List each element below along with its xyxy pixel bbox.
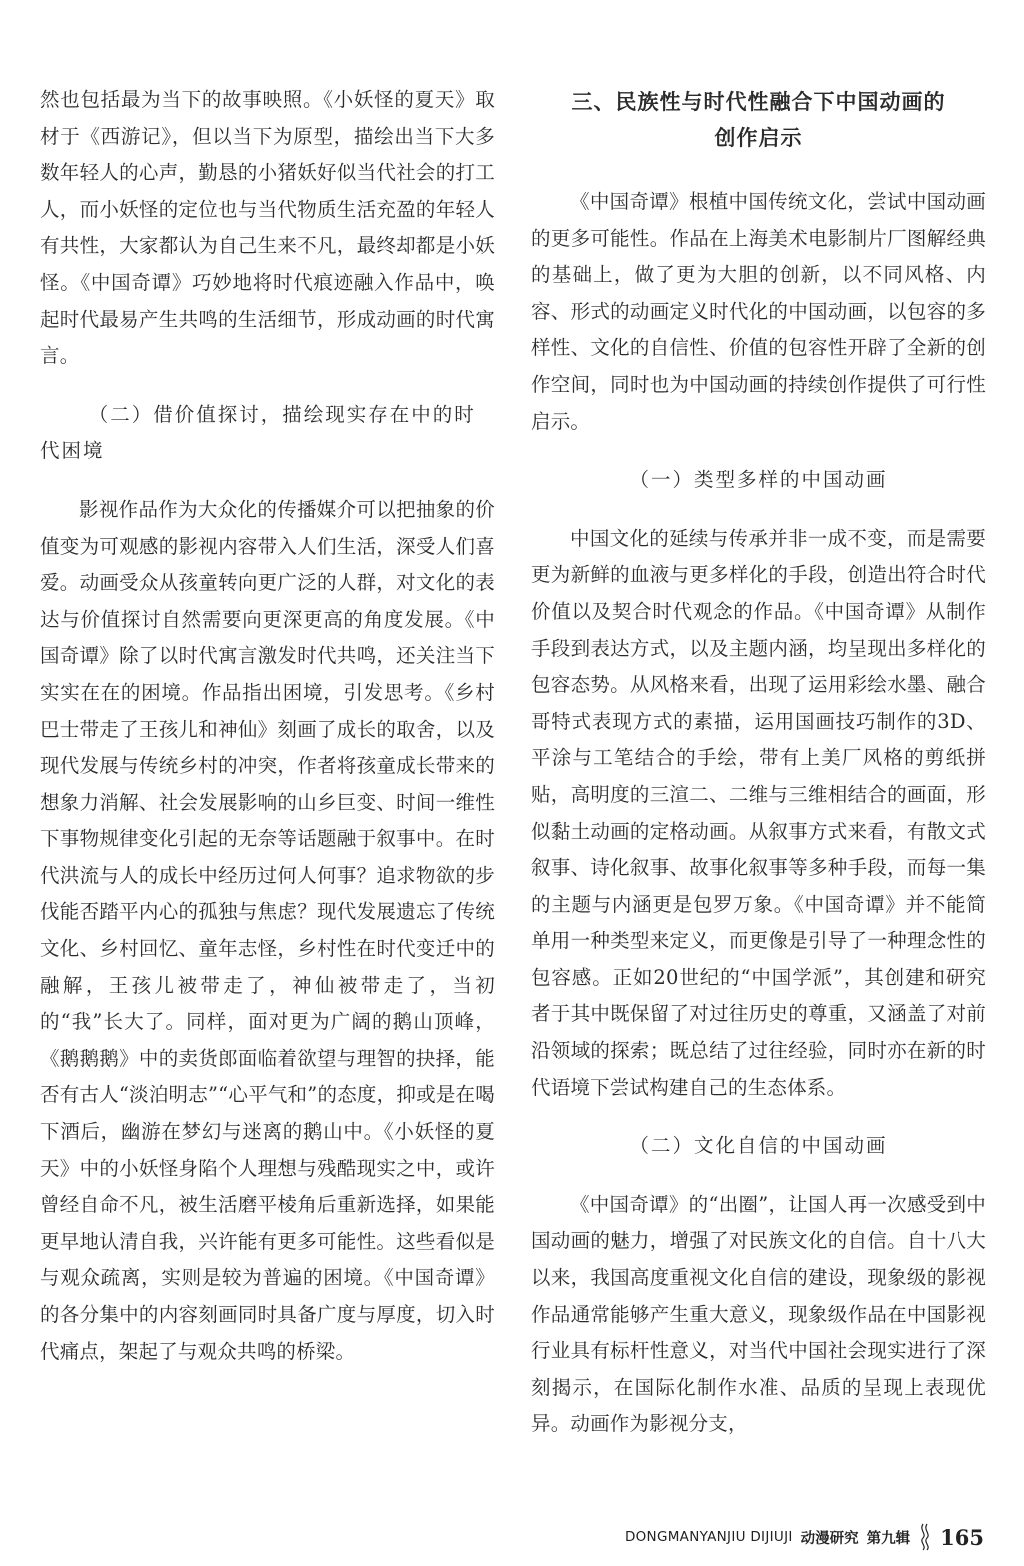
right-column <box>531 82 986 1443</box>
journal-issue: 第九辑 <box>866 1530 911 1547</box>
subheading-cultural-confidence: （二）文化自信的中国动画 <box>629 1134 888 1158</box>
subheading-diverse-types: （一）类型多样的中国动画 <box>629 468 888 492</box>
page-footer <box>625 1522 984 1552</box>
journal-pinyin: DONGMANYANJIU DIJIUJI <box>624 1529 793 1545</box>
subheading-value-exploration: （二）借价值探讨，描绘现实存在中的时代困境 <box>40 402 476 463</box>
journal-name: 动漫研究 <box>800 1530 859 1547</box>
paragraph-cultural-confidence: 《中国奇谭》的“出圈”，让国人再一次感受到中国动画的魅力，增强了对民族文化的自信。自十八大以来，我国高度重视文化自信的建设，现象级的影视作品通常能够产生重大意义，现象级作品在中国影视行业具有标杆性意义，对当代中国社会现实进行了深刻揭示，在国际化制作水准、品质的呈现上表现优异。动画作为影视分支， <box>531 1192 986 1436</box>
paragraph-section-intro: 《中国奇谭》根植中国传统文化，尝试中国动画的更多可能性。作品在上海美术电影制片厂图解经典的基础上，做了更为大胆的创新，以不同风格、内容、形式的动画定义时代化的中国动画，以包容的多样性、文化的自信性、价值的包容性开辟了全新的创作空间，同时也为中国动画的持续创作提供了可行性启示。 <box>531 190 986 433</box>
section-title-line1: 三、民族性与时代性融合下中国动画的 <box>571 90 946 114</box>
section-title-line2: 创作启示 <box>714 126 803 150</box>
paragraph-diverse-types: 中国文化的延续与传承并非一成不变，而是需要更为新鲜的血液与更多样化的手段，创造出符合时代价值以及契合时代观念的作品。《中国奇谭》从制作手段到表达方式，以及主题内涵，均呈现出多样化的包容态势。从风格来看，出现了运用彩绘水墨、融合哥特式表现方式的素描，运用国画技巧制作的3D、平涂与工笔结合的手绘，带有上美厂风格的剪纸拼贴，高明度的三渲二、二维与三维相结合的画面，形似黏土动画的定格动画。从叙事方式来看，有散文式叙事、诗化叙事、故事化叙事等多种手段，而每一集的主题与内涵更是包罗万象。《中国奇谭》并不能简单用一种类型来定义，而更像是引导了一种理念性的包容感。正如20世纪的“中国学派”，其创建和研究者于其中既保留了对过往历史的尊重，又涵盖了对前沿领域的探索；既总结了过往经验，同时亦在新的时代语境下尝试构建自己的生态体系。 <box>531 526 986 1099</box>
page-number: 165 <box>940 1524 984 1550</box>
paragraph-value-exploration: 影视作品作为大众化的传播媒介可以把抽象的价值变为可观感的影视内容带入人们生活，深受人们喜爱。动画受众从孩童转向更广泛的人群，对文化的表达与价值探讨自然需要向更深更高的角度发展。《中国奇谭》除了以时代寓言激发时代共鸣，还关注当下实实在在的困境。作品指出困境，引发思考。《乡村巴士带走了王孩儿和神仙》刻画了成长的取舍，以及现代发展与传统乡村的冲突，作者将孩童成长带来的想象力消解、社会发展影响的山乡巨变、时间一维性下事物规律变化引起的无奈等话题融于叙事中。在时代洪流与人的成长中经历过何人何事？追求物欲的步伐能否踏平内心的孤独与焦虑？现代发展遗忘了传统文化、乡村回忆、童年志怪，乡村性在时代变迁中的融解，王孩儿被带走了，神仙被带走了，当初的“我”长大了。同样，面对更为广阔的鹅山顶峰，《鹅鹅鹅》中的卖货郎面临着欲望与理智的抉择，能否有古人“淡泊明志”“心平气和”的态度，抑或是在喝下酒后，幽游在梦幻与迷离的鹅山中。《小妖怪的夏天》中的小妖怪身陷个人理想与残酷现实之中，或许曾经自命不凡，被生活磨平棱角后重新选择，如果能更早地认清自我，兴许能有更多可能性。这些看似是与观众疏离，实则是较为普遍的困境。《中国奇谭》的各分集中的内容刻画同时具备广度与厚度，切入时代痛点，架起了与观众共鸣的桥梁。 <box>40 497 495 1363</box>
double-wave-divider-icon <box>918 1523 932 1551</box>
left-column <box>40 82 495 1370</box>
paragraph-continued: 然也包括最为当下的故事映照。《小妖怪的夏天》取材于《西游记》，但以当下为原型，描绘出当下大多数年轻人的心声，勤恳的小猪妖好似当代社会的打工人，而小妖怪的定位也与当代物质生活充盈的年轻人有共性，大家都认为自己生来不凡，最终却都是小妖怪。《中国奇谭》巧妙地将时代痕迹融入作品中，唤起时代最易产生共鸣的生活细节，形成动画的时代寓言。 <box>40 88 495 368</box>
